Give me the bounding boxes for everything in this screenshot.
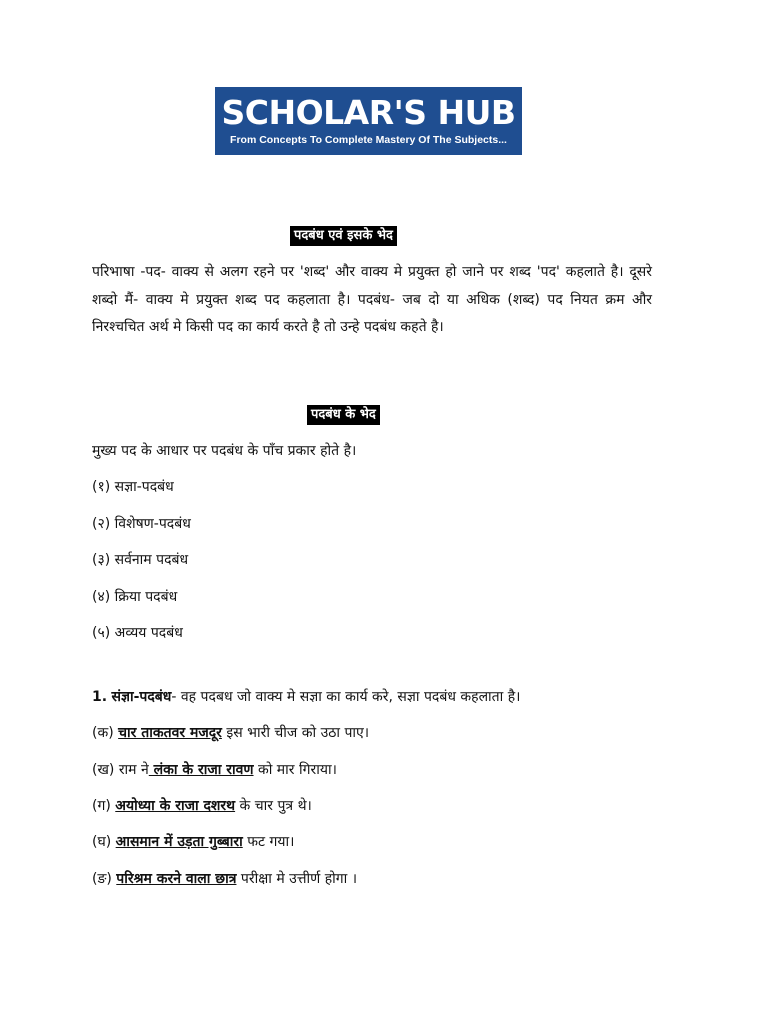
example-line [92,760,337,780]
example-label: (ग) [92,798,111,814]
logo-tagline: From Concepts To Complete Mastery Of The Subjects... [230,134,507,146]
example-rest: को मार गिराया। [253,762,337,778]
example-rest: इस भारी चीज को उठा पाए। [221,725,370,741]
type-item: (५) अव्यय पदबंध [92,625,183,641]
scholars-hub-logo [215,87,522,155]
definition-number: 1. [92,689,108,705]
example-phrase: लंका के राजा रावण [148,762,254,778]
example-rest: फट गया। [242,834,295,850]
type-item: (३) सर्वनाम पदबंध [92,552,189,568]
example-label: (ख) राम ने [92,762,149,778]
example-line [92,796,312,816]
definition-term: संज्ञा-पदबंध [111,689,172,705]
example-label: (घ) [92,834,112,850]
example-rest: के चार पुत्र थे। [235,798,312,814]
section-heading-padbandh: पदबंध एवं इसके भेद [290,226,397,246]
section-heading-types: पदबंध के भेद [307,405,380,425]
type-item: (४) क्रिया पदबंध [92,589,178,605]
noun-phrase-definition [92,687,520,707]
definition-text: - वह पदबध जो वाक्य मे सज्ञा का कार्य करे, सज्ञा पदबंध कहलाता है। [171,689,521,705]
example-rest: परीक्षा मे उत्तीर्ण होगा । [236,871,358,887]
example-phrase: आसमान में उड़ता गुब्बारा [115,834,243,850]
example-phrase: परिश्रम करने वाला छात्र [116,871,237,887]
type-item: (२) विशेषण-पदबंध [92,516,191,532]
example-line [92,832,294,852]
example-label: (क) [92,725,114,741]
type-item: (१) सज्ञा-पदबंध [92,479,174,495]
example-phrase: अयोध्या के राजा दशरथ [115,798,236,814]
logo-title: SCHOLAR'S HUB [221,93,516,132]
definition-paragraph: परिभाषा -पद- वाक्य से अलग रहने पर 'शब्द' और वाक्य मे प्रयुक्त हो जाने पर शब्द 'पद' कहलाते है। दूसरे शब्दो मैं- वाक्य मे प्रयुक्त शब्द पद कहलाता है। पदबंध- जब दो या अधिक (शब्द) पद नियत क्रम और निरश्चचित अर्थ मे किसी पद का कार्य करते है तो उन्हे पदबंध कहते है। [92,264,652,335]
example-line [92,723,369,743]
example-line [92,869,357,889]
example-label: (ङ) [92,871,112,887]
types-intro: मुख्य पद के आधार पर पदबंध के पाँच प्रकार होते है। [92,443,357,459]
example-phrase: चार ताकतवर मजदूर [118,725,222,741]
